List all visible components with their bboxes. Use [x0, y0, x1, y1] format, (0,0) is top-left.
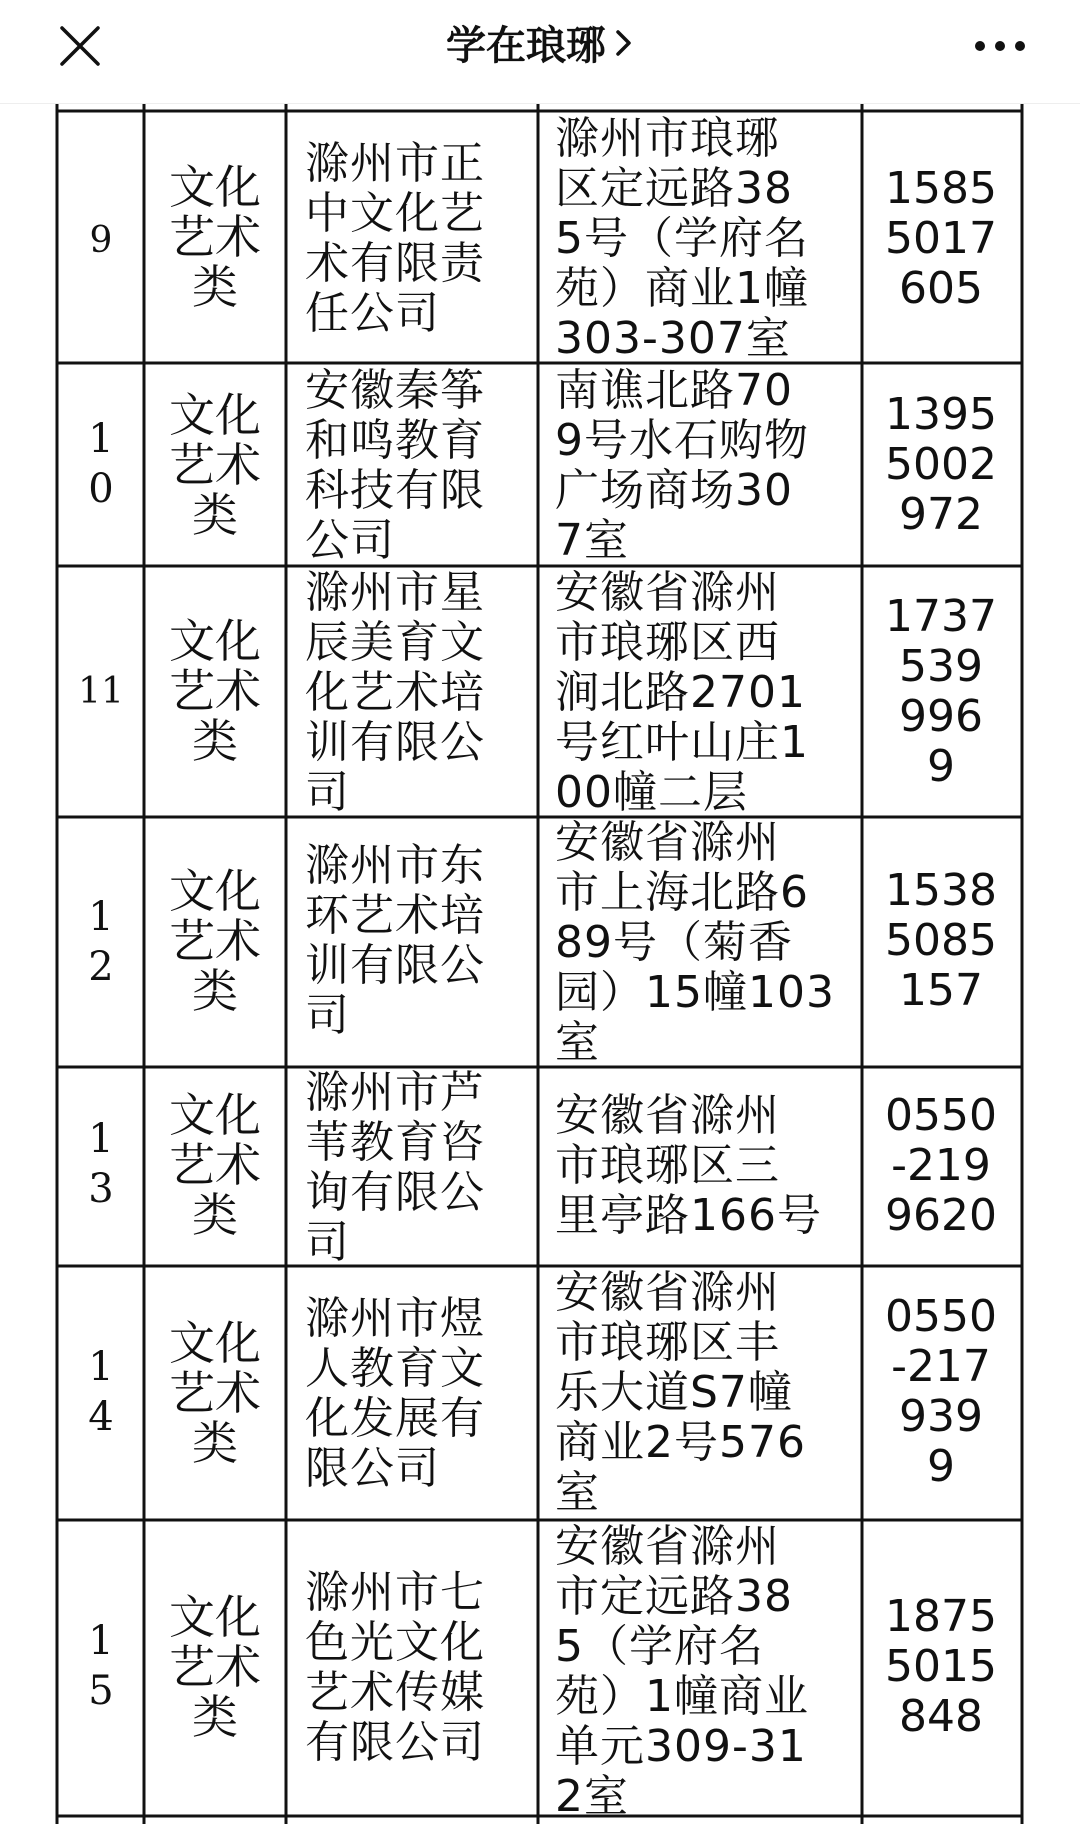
address-cell: 滁州市琅琊 区定远路38 5号（学府名 苑）商业1幢 303-307室 — [555, 114, 809, 364]
account-title-link[interactable] — [0, 18, 1080, 74]
title-bar — [0, 0, 1080, 104]
row-index: 1 5 — [88, 1618, 114, 1714]
address-cell: 安徽省滁州 市琅琊区三 里亭路166号 — [555, 1091, 822, 1241]
phone-cell: 1395 5002 972 — [885, 390, 997, 540]
phone-cell: 1585 5017 605 — [885, 164, 997, 314]
article-image — [0, 104, 1080, 1824]
row-index: 1 4 — [88, 1344, 114, 1440]
category-cell: 文化 艺术 类 — [169, 1318, 261, 1468]
address-cell: 安徽省滁州 市琅琊区西 涧北路2701 号红叶山庄1 00幢二层 — [555, 568, 809, 818]
company-name-cell: 安徽秦筝 和鸣教育 科技有限 公司 — [305, 366, 485, 566]
company-name-cell: 滁州市东 环艺术培 训有限公 司 — [305, 841, 485, 1041]
address-cell: 南谯北路70 9号水石购物 广场商场30 7室 — [555, 366, 809, 566]
category-cell: 文化 艺术 类 — [169, 1592, 261, 1742]
company-name-cell: 滁州市七 色光文化 艺术传媒 有限公司 — [305, 1568, 485, 1768]
company-name-cell: 滁州市星 辰美育文 化艺术培 训有限公 司 — [305, 568, 485, 818]
category-cell: 文化 艺术 类 — [169, 616, 261, 766]
row-index: 1 0 — [88, 416, 114, 512]
address-cell: 安徽省滁州 市上海北路6 89号（菊香 园）15幢103 室 — [555, 818, 835, 1068]
row-index: 1 2 — [88, 894, 114, 990]
phone-cell: 1538 5085 157 — [885, 866, 997, 1016]
row-index: 11 — [78, 671, 124, 712]
category-cell: 文化 艺术 类 — [169, 162, 261, 312]
company-name-cell: 滁州市正 中文化艺 术有限责 任公司 — [305, 139, 485, 339]
address-cell: 安徽省滁州 市琅琊区丰 乐大道S7幢 商业2号576 室 — [555, 1268, 806, 1518]
category-cell: 文化 艺术 类 — [169, 866, 261, 1016]
category-cell: 文化 艺术 类 — [169, 1090, 261, 1240]
phone-cell: 0550 -219 9620 — [885, 1091, 997, 1241]
row-index: 1 3 — [88, 1116, 114, 1212]
company-name-cell: 滁州市煜 人教育文 化发展有 限公司 — [305, 1294, 485, 1494]
company-name-cell: 滁州市芦 苇教育咨 询有限公 司 — [305, 1068, 485, 1268]
row-index: 9 — [89, 220, 113, 261]
chevron-right-icon — [614, 17, 634, 73]
more-icon[interactable] — [970, 28, 1030, 64]
phone-cell: 1875 5015 848 — [885, 1592, 997, 1742]
category-cell: 文化 艺术 类 — [169, 390, 261, 540]
phone-cell: 0550 -217 939 9 — [885, 1292, 997, 1492]
phone-cell: 1737 539 996 9 — [885, 592, 997, 792]
address-cell: 安徽省滁州 市定远路38 5（学府名 苑）1幢商业 单元309-31 2室 — [555, 1522, 809, 1822]
page-title: 学在琅琊 — [446, 23, 606, 69]
